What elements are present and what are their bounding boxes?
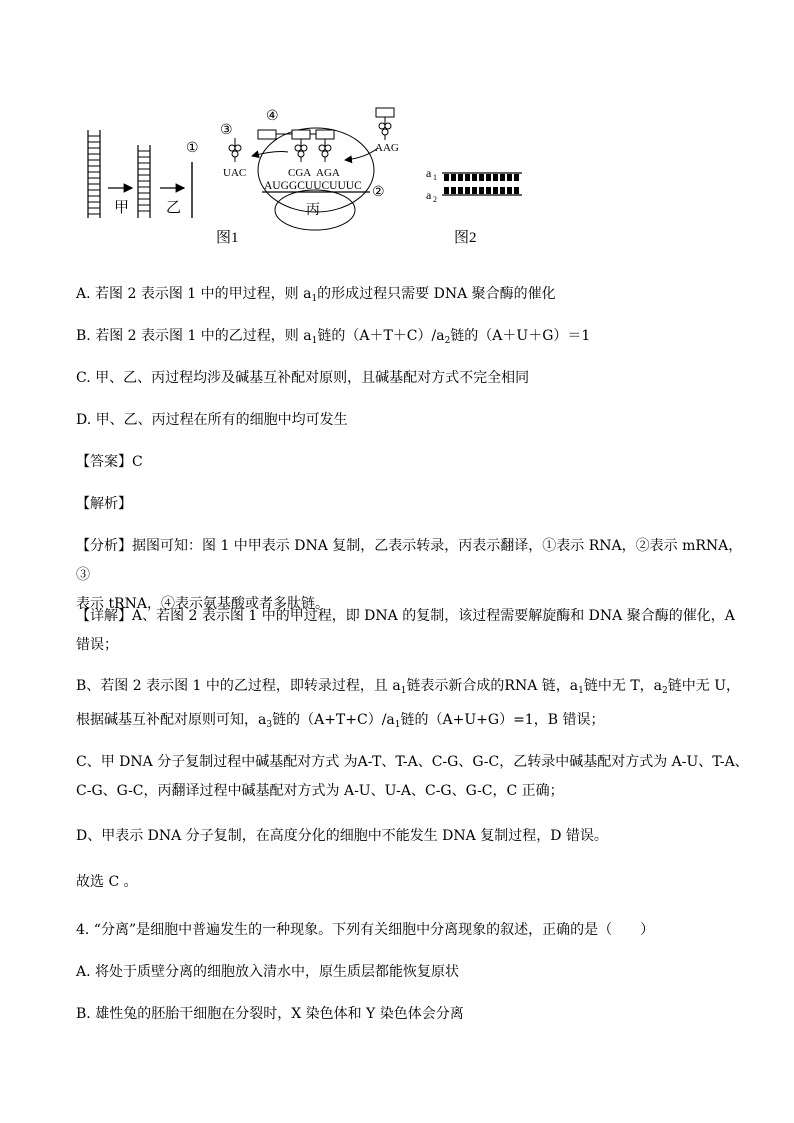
detail-a-line-1: 【详解】A、若图 2 表示图 1 中的甲过程，即 DNA 的复制，该过程需要解旋酶和 DNA 聚合酶的催化，A	[76, 608, 735, 624]
strand-a2-label: a	[426, 188, 432, 202]
option-d: D. 甲、乙、丙过程在所有的细胞中均可发生	[76, 412, 348, 428]
anticodon-aag: AAG	[375, 142, 399, 154]
detail-c-line-1: C、甲 DNA 分子复制过程中碱基配对方式 为A-T、T-A、C-G、G-C，乙转录中碱基配对方式为 A-U、T-A、	[76, 754, 749, 770]
analysis-detail-b	[76, 672, 756, 740]
analysis-conclusion: 故选 C 。	[76, 874, 138, 890]
analysis-title: 【解析】	[76, 496, 132, 512]
question-4-option-a: A. 将处于质壁分离的细胞放入清水中，原生质层都能恢复原状	[76, 964, 460, 980]
figure-1-diagram	[80, 100, 550, 250]
analysis-detail-a	[76, 602, 756, 660]
detail-b-line-2: 根据碱基互补配对原则可知，$a_3$链的$(A+T+C)/a_1$链的（A+U+G）=1，B 错误；	[76, 712, 605, 730]
dna-ladder-middle	[138, 145, 150, 218]
strand-a1-subscript: 1	[433, 173, 437, 182]
anticodon-uac: UAC	[223, 167, 247, 179]
trna-in-ribosome	[295, 139, 331, 162]
figure-2-caption: 图2	[454, 230, 477, 246]
option-b: B. 若图 2 表示图 1 中的乙过程，则 $a_1$链的$(A+T+C)/a_2$链的（A＋U＋G）＝1	[76, 328, 591, 346]
figure-1-caption: 图1	[216, 230, 239, 246]
detail-b-line-1: B、若图 2 表示图 1 中的乙过程，即转录过程，且 $a_1$链表示新合成的RNA 链，$a_1$链中无 T，$a_2$链中无 U，	[76, 678, 740, 696]
option-c: C. 甲、乙、丙过程均涉及碱基互补配对原则，且碱基配对方式不完全相同	[76, 370, 530, 386]
anticodon-cga: CGA	[288, 167, 312, 179]
fenxi-line-1: 【分析】据图可知：图 1 中甲表示 DNA 复制，乙表示转录，丙表示翻译，①表示 RNA，②表示 mRNA，③	[76, 538, 743, 583]
detail-c-line-2: C-G、G-C，丙翻译过程中碱基配对方式为 A-U、U-A、C-G、G-C，C 正确；	[76, 783, 564, 799]
trna-incoming	[376, 108, 394, 140]
analysis-detail-d: D、甲表示 DNA 分子复制，在高度分化的细胞中不能发生 DNA 复制过程，D 错误。	[76, 828, 608, 844]
fenxi-line-2: 表示 tRNA，④表示氨基酸或者多肽链。	[76, 596, 329, 612]
detail-a-line-2: 错误；	[76, 637, 118, 653]
trna-leaving	[229, 138, 241, 162]
label-yi: 乙	[166, 200, 182, 216]
option-a: A. 若图 2 表示图 1 中的甲过程，则 $a_1$的形成过程只需要 DNA 聚合酶的催化	[76, 286, 556, 304]
question-4-option-b: B. 雄性兔的胚胎干细胞在分裂时，X 染色体和 Y 染色体会分离	[76, 1006, 464, 1022]
mrna-sequence: AUGGCUUCUUUC	[264, 180, 362, 192]
polypeptide-chain	[258, 130, 334, 139]
marker-3: ③	[220, 123, 233, 138]
figure-2-diagram	[426, 166, 522, 246]
label-bing: 丙	[306, 203, 320, 218]
marker-4: ④	[266, 109, 279, 124]
label-jia: 甲	[114, 200, 130, 216]
analysis-detail-c	[76, 748, 756, 806]
marker-1: ①	[186, 141, 199, 156]
arrow-trna-leaving	[252, 152, 288, 157]
dna-ladder-left	[88, 130, 100, 218]
anticodon-aga: AGA	[316, 167, 340, 179]
marker-2: ②	[372, 185, 385, 200]
question-4-stem: 4. “分离”是细胞中普遍发生的一种现象。下列有关细胞中分离现象的叙述，正确的是（ ）	[76, 922, 655, 938]
figure-area	[80, 100, 550, 250]
answer: 【答案】C	[76, 454, 143, 470]
strand-a2-subscript: 2	[433, 195, 437, 204]
strand-a1-label: a	[426, 166, 432, 180]
arrow-trna-entering	[345, 148, 378, 160]
